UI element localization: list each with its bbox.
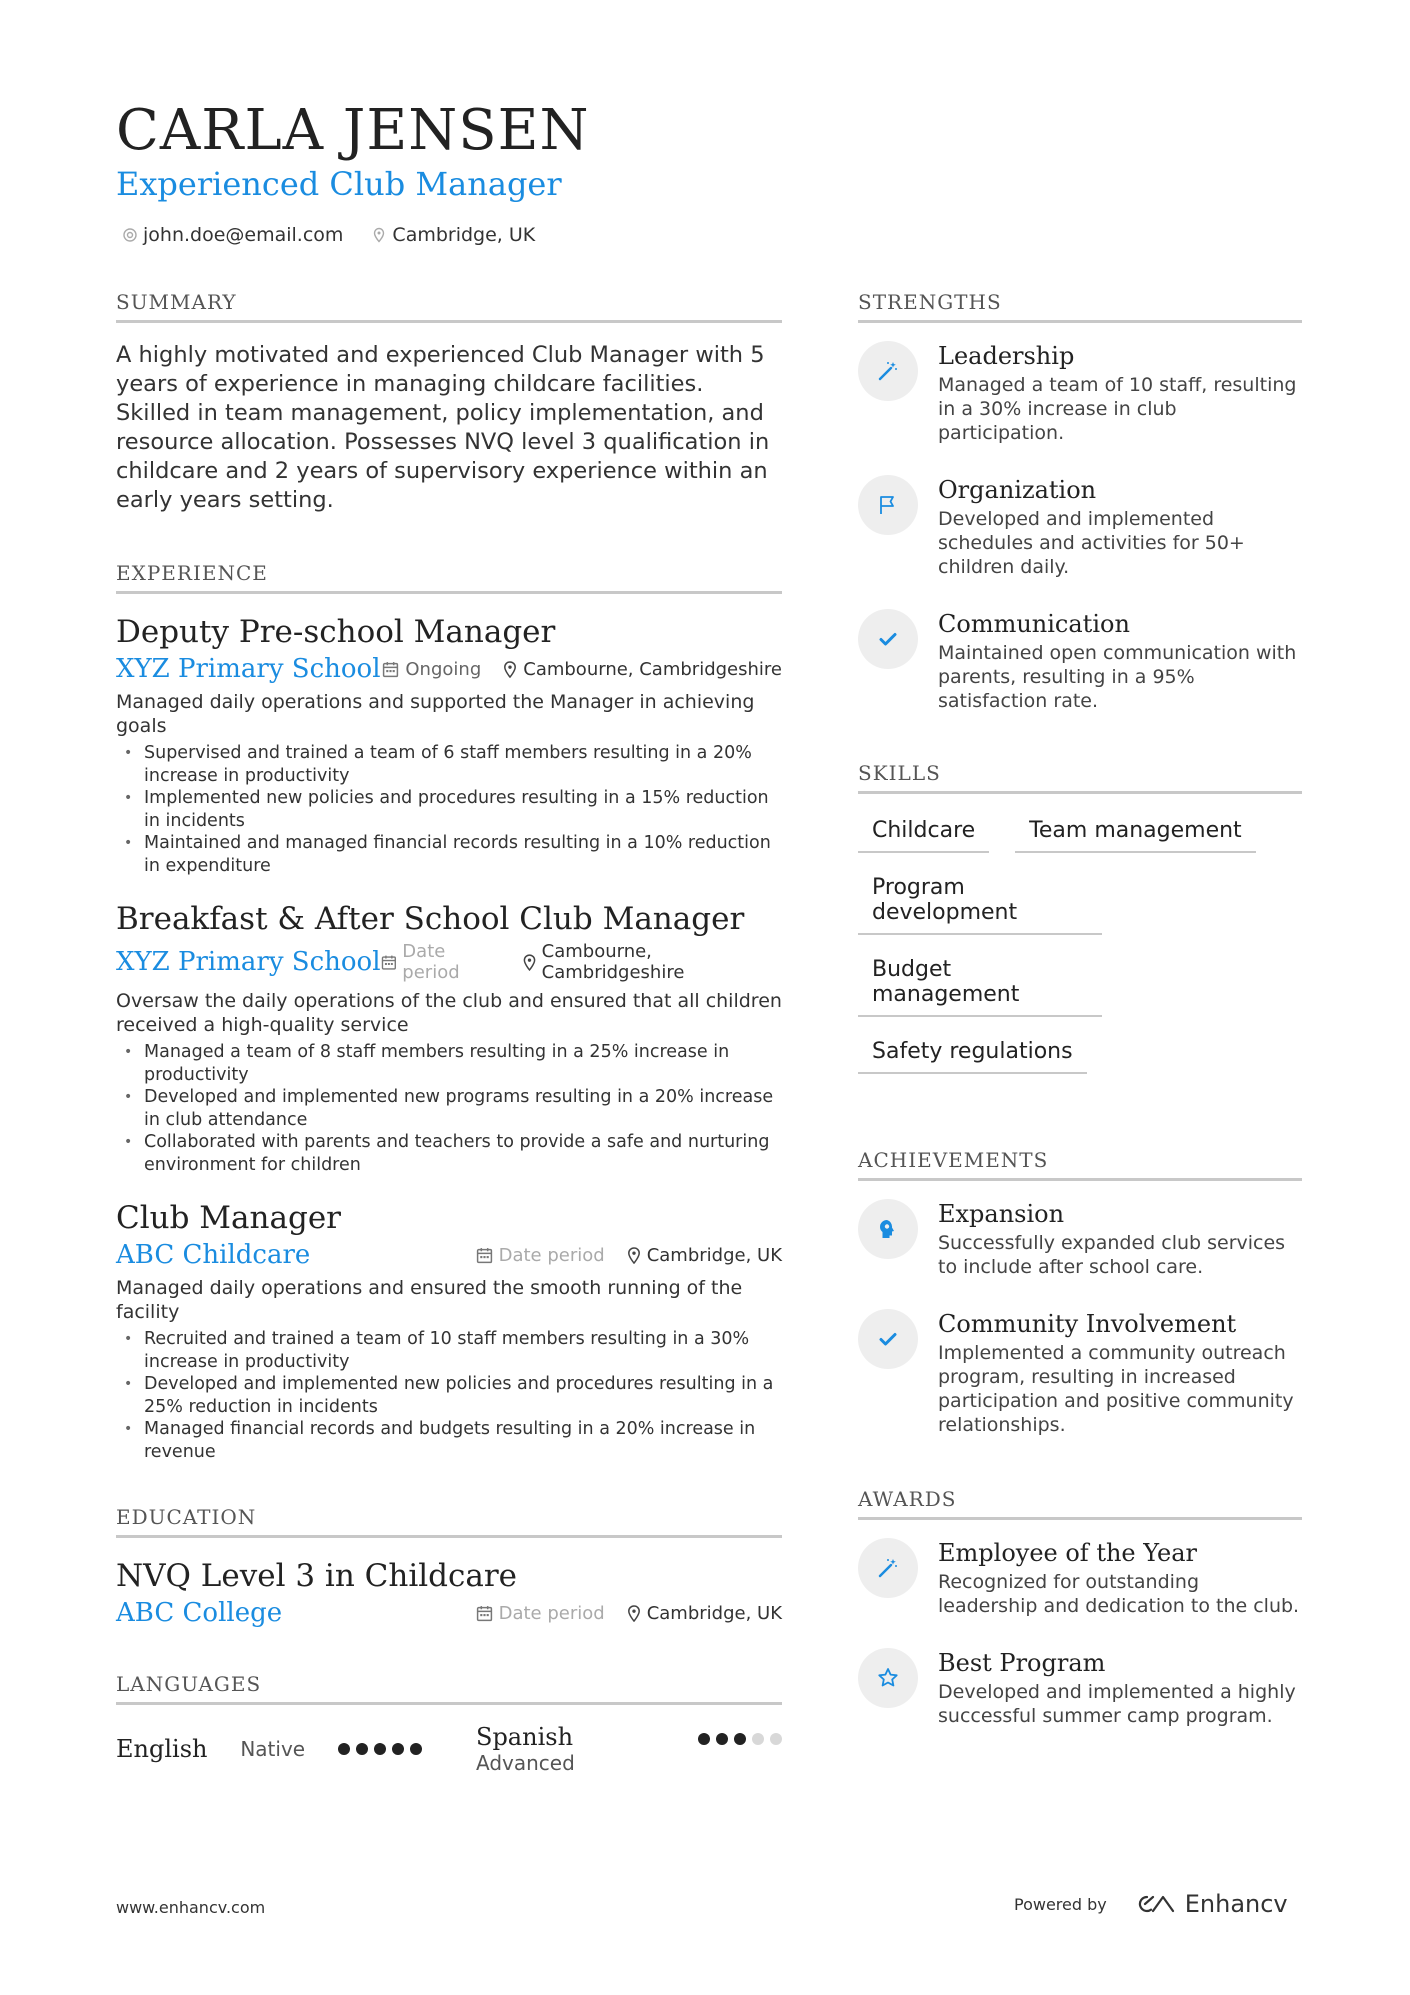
language-item [116,1723,422,1775]
achievement-item [858,1309,1302,1437]
proficiency-dot-filled [392,1743,404,1755]
awards-heading: AWARDS [858,1487,1302,1520]
strengths-heading: STRENGTHS [858,290,1302,323]
proficiency-dot-empty [752,1733,764,1745]
languages-list [116,1723,782,1775]
star-icon [876,1666,900,1690]
job-bullet: • Developed and implemented new policies and procedures resulting in a 25% reduction in incidents [116,1373,782,1418]
strength-item [858,475,1302,579]
language-dots [338,1743,422,1755]
job-entry [116,612,782,877]
map-pin-icon [627,1247,641,1264]
education-date-text: Date period [498,1602,605,1624]
contact-info [122,224,535,246]
award-item [858,1538,1302,1618]
candidate-name: CARLA JENSEN [116,98,590,163]
brand-name: Enhancv [1184,1890,1288,1918]
award-title: Best Program [938,1649,1106,1677]
job-location [503,659,782,680]
summary-heading: SUMMARY [116,290,782,323]
award-icon-badge [858,1648,918,1708]
location-contact [371,224,535,246]
strength-title: Organization [938,476,1097,504]
calendar-icon [381,954,397,971]
job-description: Managed daily operations and ensured the smooth running of the facility [116,1277,743,1323]
right-column [858,290,1302,1758]
magic-wand-icon [876,359,900,383]
achievement-title: Community Involvement [938,1310,1237,1338]
map-pin-icon [371,227,387,243]
job-location-text: Cambourne, Cambridgeshire [541,941,685,983]
job-title: Deputy Pre-school Manager [116,614,556,650]
checkmark-icon [876,627,900,651]
achievements-heading: ACHIEVEMENTS [858,1148,1302,1181]
proficiency-dot-filled [338,1743,350,1755]
achievement-text: Implemented a community outreach program, resulting in increased participation and positive community relationships. [938,1342,1294,1436]
at-icon [122,227,138,243]
job-company: XYZ Primary School [116,654,381,684]
job-date [476,1245,605,1266]
job-location [627,1245,782,1266]
job-description: Managed daily operations and supported the Manager in achieving goals [116,691,755,737]
job-company: XYZ Primary School [116,947,381,977]
language-name: English [116,1735,208,1763]
job-date-text: Ongoing [405,658,482,680]
education-location-text: Cambridge, UK [646,1602,782,1624]
degree-title: NVQ Level 3 in Childcare [116,1558,518,1594]
proficiency-dot-filled [698,1733,710,1745]
education-entry [116,1556,782,1628]
award-icon-badge [858,1538,918,1598]
job-title: Breakfast & After School Club Manager [116,901,745,937]
job-date [381,941,501,983]
calendar-icon [476,1247,493,1264]
job-bullet: • Maintained and managed financial records resulting in a 10% reduction in expenditure [116,832,782,877]
left-column [116,290,782,1775]
language-name: Spanish [476,1723,574,1751]
strength-title: Leadership [938,342,1075,370]
skill-tag: Program development [858,869,1102,935]
achievement-icon-badge [858,1199,918,1259]
strength-item [858,609,1302,713]
job-bullet: • Managed a team of 8 staff members resulting in a 25% increase in productivity [116,1041,782,1086]
summary-text: A highly motivated and experienced Club Manager with 5 years of experience in managing childcare facilities. Skilled in team management, policy implementation, and resource allocation. Possesses NVQ level 3 qualification in childcare and 2 years of supervisory experience within an early years setting. [116,342,770,513]
job-bullet: • Recruited and trained a team of 10 staff members resulting in a 30% increase in productivity [116,1328,782,1373]
language-dots [698,1733,782,1745]
strength-icon-badge [858,341,918,401]
education-heading: EDUCATION [116,1505,782,1538]
language-item [476,1723,782,1775]
experience-heading: EXPERIENCE [116,561,782,594]
job-description: Oversaw the daily operations of the club and ensured that all children received a high-quality service [116,990,782,1036]
strength-icon-badge [858,609,918,669]
education-date [476,1603,605,1624]
proficiency-dot-filled [734,1733,746,1745]
job-bullet: • Collaborated with parents and teachers to provide a safe and nurturing environment for children [116,1131,782,1176]
job-title: Club Manager [116,1200,341,1236]
job-bullets [116,1328,782,1463]
job-bullet: • Developed and implemented new programs resulting in a 20% increase in club attendance [116,1086,782,1131]
job-bullet: • Supervised and trained a team of 6 staff members resulting in a 20% increase in productivity [116,742,782,787]
calendar-icon [476,1605,493,1622]
job-bullet: • Managed financial records and budgets resulting in a 20% increase in revenue [116,1418,782,1463]
award-text: Developed and implemented a highly successful summer camp program. [938,1681,1296,1727]
languages-heading: LANGUAGES [116,1672,782,1705]
skill-tag: Budget management [858,951,1102,1017]
website-link[interactable]: www.enhancv.com [116,1898,266,1917]
strength-item [858,341,1302,445]
skills-list [858,812,1302,1074]
strength-title: Communication [938,610,1130,638]
skill-tag: Safety regulations [858,1033,1087,1074]
job-entry [116,899,782,1176]
calendar-icon [382,661,399,678]
language-level: Native [240,1737,306,1761]
map-pin-icon [627,1605,641,1622]
strength-text: Managed a team of 10 staff, resulting in a 30% increase in club participation. [938,374,1297,444]
job-date-text: Date period [402,941,460,983]
enhancv-logo-icon [1133,1892,1177,1916]
candidate-title: Experienced Club Manager [116,165,562,203]
flag-icon [876,493,900,517]
skill-tag: Team management [1015,812,1256,853]
job-company: ABC Childcare [116,1240,311,1270]
powered-by [1014,1890,1288,1918]
job-date [382,659,481,680]
strength-icon-badge [858,475,918,535]
job-location-text: Cambourne, Cambridgeshire [523,658,782,680]
magic-wand-icon [876,1556,900,1580]
skills-heading: SKILLS [858,761,1302,794]
job-location-text: Cambridge, UK [646,1244,782,1266]
strength-text: Developed and implemented schedules and activities for 50+ children daily. [938,508,1245,578]
skill-tag: Childcare [858,812,989,853]
map-pin-icon [523,954,536,971]
job-bullets [116,1041,782,1176]
achievement-text: Successfully expanded club services to include after school care. [938,1232,1286,1278]
school-name: ABC College [116,1598,283,1628]
achievement-title: Expansion [938,1200,1065,1228]
award-item [858,1648,1302,1728]
brand-logo[interactable] [1133,1890,1288,1918]
email-contact [122,224,343,246]
proficiency-dot-filled [356,1743,368,1755]
head-idea-icon [876,1217,900,1241]
job-entry [116,1198,782,1463]
proficiency-dot-filled [374,1743,386,1755]
powered-by-text: Powered by [1014,1894,1107,1914]
proficiency-dot-filled [716,1733,728,1745]
award-text: Recognized for outstanding leadership and dedication to the club. [938,1571,1300,1617]
job-date-text: Date period [498,1244,605,1266]
job-bullets [116,742,782,877]
location-text: Cambridge, UK [392,224,536,246]
education-location [627,1603,782,1624]
achievement-icon-badge [858,1309,918,1369]
email-text: john.doe@email.com [143,224,344,246]
award-title: Employee of the Year [938,1539,1197,1567]
job-bullet: • Implemented new policies and procedures resulting in a 15% reduction in incidents [116,787,782,832]
proficiency-dot-empty [770,1733,782,1745]
checkmark-icon [876,1327,900,1351]
job-location [523,941,782,983]
map-pin-icon [503,661,517,678]
language-level: Advanced [476,1751,575,1775]
strength-text: Maintained open communication with parents, resulting in a 95% satisfaction rate. [938,642,1297,712]
proficiency-dot-filled [410,1743,422,1755]
achievement-item [858,1199,1302,1279]
